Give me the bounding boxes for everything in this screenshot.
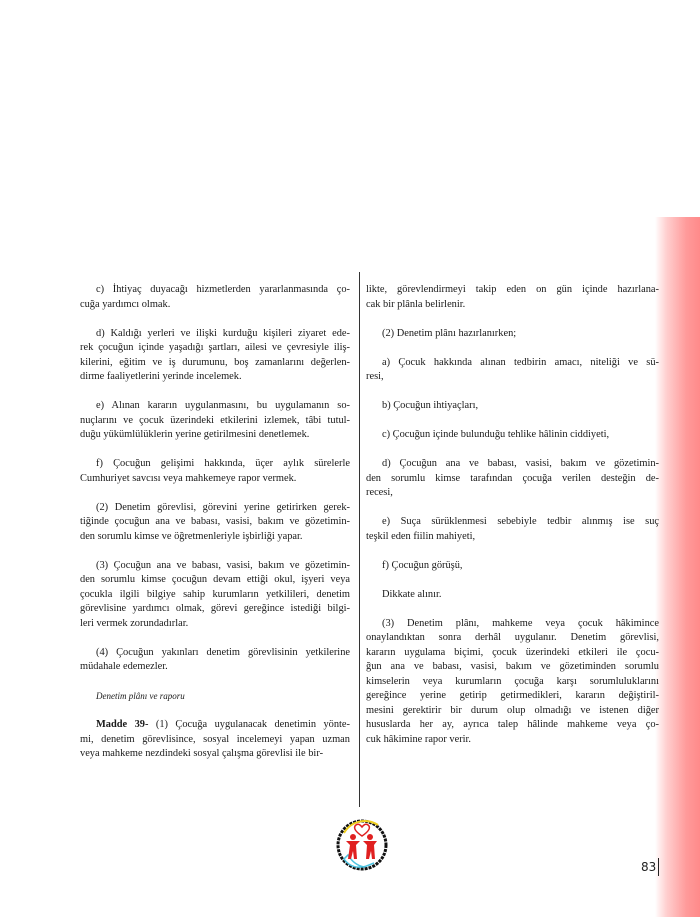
- paragraph: [366, 283, 659, 312]
- text-line: kimselerin veya kurumların çocuğa karşı sorumluluklarını: [366, 675, 659, 687]
- column-divider: [359, 272, 360, 807]
- text-line: mesini gerektirir bir durum olup olmadığı ve istenen diğer: [366, 704, 659, 716]
- text-line: den sorumlu kimse ve öğretmenleriyle işbirliği yapar.: [80, 530, 303, 542]
- text-line: b) Çocuğun ihtiyaçları,: [382, 400, 479, 411]
- paragraph: [80, 646, 350, 675]
- text-line: d) Çocuğun ana ve babası, vasisi, bakım ve gözetimin-: [382, 458, 659, 469]
- text-line: ğun ana ve babası, vasisi, bakım ve gözetiminden sorumlu: [366, 661, 659, 672]
- text-line: rek çocuğun içinde yaşadığı şartları, ailesi ve çevresiyle iliş-: [80, 342, 350, 353]
- article-label: Madde 39-: [96, 719, 149, 730]
- text-line: görevlisine yardımcı olmak, görevi gereğince istediği bilgi-: [80, 603, 350, 614]
- text-line: onaylandıktan sonra derhâl uygulanır. Denetim görevlisi,: [366, 632, 659, 643]
- text-line: (3) Çocuğun ana ve babası, vasisi, bakım ve gözetimin-: [96, 559, 350, 571]
- text-line: kilerini, eğitim ve iş durumunu, boş zamanlarını değerlen-: [80, 356, 350, 368]
- text-line: resi,: [366, 371, 384, 382]
- text-line: teşkil eden fiilin mahiyeti,: [366, 530, 476, 542]
- text-line: Dikkate alınır.: [382, 588, 442, 600]
- text-line: gereğince yerine getirip getirmedikleri, kararın değiştiril-: [366, 690, 659, 701]
- text-line: veya mahkeme nezdindeki sosyal çalışma görevlisi ile bir-: [80, 748, 324, 759]
- text-line: likte, görevlendirmeyi takip eden on gün içinde hazırlana-: [366, 284, 659, 295]
- page-number-rule: [658, 858, 659, 876]
- text-line: müdahale edemezler.: [80, 661, 168, 672]
- paragraph: [366, 399, 659, 414]
- article-text: (1) Çocuğa uygulanacak denetimin yönte-: [148, 719, 351, 730]
- paragraph: [366, 559, 659, 574]
- paragraph: [80, 399, 350, 443]
- text-line: (2) Denetim görevlisi, görevini yerine getirirken gerek-: [96, 501, 350, 513]
- text-line: kararın uygulama biçimi, çocuk üzerindeki etkileri ile çocu-: [366, 646, 659, 658]
- section-heading: Denetim plânı ve raporu: [96, 691, 185, 701]
- decorative-side-strip: [655, 217, 700, 917]
- text-line: den sorumlu kimse tarafından çocuğa verilen desteğin de-: [366, 472, 659, 484]
- text-line: nuçlarını ve çocuk üzerindeki etkilerini izlemek, tâbi tutul-: [80, 414, 350, 426]
- text-line: hususlarda her ay, ayrıca talep hâlinde mahkeme veya ço-: [366, 719, 659, 730]
- text-line: (4) Çocuğun yakınları denetim görevlisinin yetkilerine: [96, 646, 350, 658]
- text-line: cuğa yardımcı olmak.: [80, 298, 171, 310]
- paragraph: [80, 457, 350, 486]
- text-line: cuk hâkimine rapor verir.: [366, 733, 472, 745]
- article-39: [80, 718, 350, 762]
- text-line: f) Çocuğun gelişimi hakkında, üçer aylık sürelerle: [96, 458, 350, 469]
- text-line: e) Alınan kararın uygulanmasını, bu uygulamanın so-: [96, 400, 350, 411]
- text-line: e) Suça sürüklenmesi sebebiyle tedbir alınmış ise suç: [382, 516, 659, 527]
- paragraph: [366, 617, 659, 748]
- text-line: leri vermek zorundadırlar.: [80, 617, 189, 629]
- paragraph: [366, 356, 659, 385]
- text-line: (3) Denetim plânı, mahkeme veya çocuk hâkimince: [382, 617, 659, 629]
- text-line: [80, 718, 350, 733]
- text-line: cak bir plânla belirlenir.: [366, 298, 466, 310]
- text-line: dirme faaliyetlerini yerinde incelemek.: [80, 371, 242, 382]
- institution-logo: [334, 815, 390, 879]
- right-column: [366, 283, 659, 762]
- text-line: (2) Denetim plânı hazırlanırken;: [382, 327, 517, 339]
- text-line: c) İhtiyaç duyacağı hizmetlerden yararlanmasında ço-: [96, 284, 350, 295]
- paragraph: [366, 457, 659, 501]
- paragraph: [366, 428, 659, 443]
- text-line: den sorumlu kimse çocuğun devam ettiği okul, işyeri veya: [80, 574, 350, 585]
- paragraph: [80, 501, 350, 545]
- text-line: çocukla ilgili bilgiye sahip kurumların yetkilileri, denetim: [80, 588, 350, 600]
- paragraph: [366, 327, 659, 342]
- paragraph: [80, 327, 350, 385]
- text-line: tiğinde çocuğun ana ve babası, vasisi, bakım ve gözetimin-: [80, 516, 350, 527]
- paragraph: [366, 515, 659, 544]
- text-line: recesi,: [366, 487, 393, 498]
- text-line: f) Çocuğun görüşü,: [382, 559, 463, 571]
- text-line: mi, denetim görevlisince, sosyal incelemeyi yapan uzman: [80, 733, 350, 745]
- text-line: c) Çocuğun içinde bulunduğu tehlike hâlinin ciddiyeti,: [382, 429, 610, 440]
- text-line: Cumhuriyet savcısı veya mahkemeye rapor vermek.: [80, 472, 297, 484]
- text-line: a) Çocuk hakkında alınan tedbirin amacı, niteliği ve sü-: [382, 356, 659, 368]
- paragraph: [80, 283, 350, 312]
- paragraph: [366, 588, 659, 603]
- text-line: d) Kaldığı yerleri ve ilişki kurduğu kişileri ziyaret ede-: [96, 327, 350, 339]
- page-number: 83: [641, 860, 657, 874]
- paragraph: [80, 559, 350, 632]
- text-line: duğu yükümlülüklerin yerine getirilmesini denetlemek.: [80, 429, 310, 440]
- left-column: [80, 283, 350, 776]
